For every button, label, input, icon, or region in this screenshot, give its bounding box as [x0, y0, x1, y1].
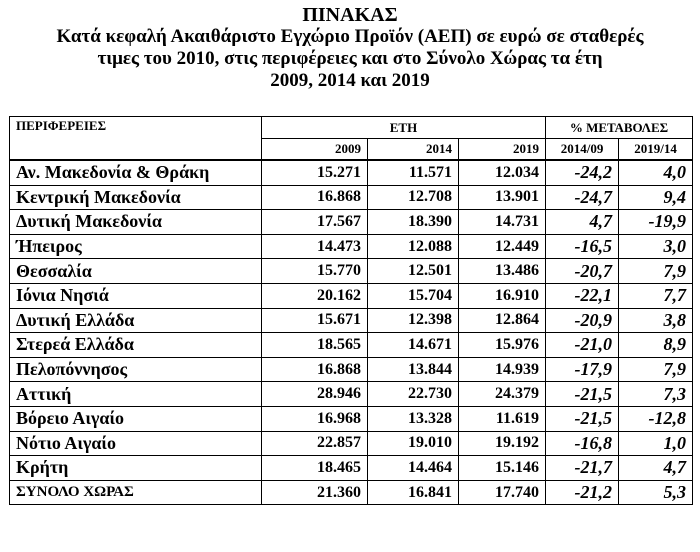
value-2019: 16.910: [459, 283, 546, 308]
table-row: [10, 333, 693, 358]
region-name: ΣΥΝΟΛΟ ΧΩΡΑΣ: [10, 480, 262, 505]
change-2019-14: 7,3: [619, 382, 693, 407]
region-name: Αν. Μακεδονία & Θράκη: [10, 160, 262, 185]
table-title: [0, 4, 700, 92]
table-row: [10, 234, 693, 259]
change-2014-09: 4,7: [546, 210, 619, 235]
value-2014: 12.708: [368, 185, 459, 210]
value-2019: 12.034: [459, 160, 546, 185]
value-2019: 14.731: [459, 210, 546, 235]
subheader-change-2019-14: 2019/14: [619, 139, 693, 161]
value-2014: 15.704: [368, 283, 459, 308]
region-name: Βόρειο Αιγαίο: [10, 406, 262, 431]
subheader-2009: 2009: [262, 139, 368, 161]
value-2014: 22.730: [368, 382, 459, 407]
region-name: Κρήτη: [10, 456, 262, 481]
change-2014-09: -21,2: [546, 480, 619, 505]
value-2009: 16.868: [262, 185, 368, 210]
change-2014-09: -24,2: [546, 160, 619, 185]
header-years: ΕΤΗ: [262, 117, 546, 139]
gdp-table-container: [9, 116, 692, 505]
region-name: Κεντρική Μακεδονία: [10, 185, 262, 210]
value-2014: 14.671: [368, 333, 459, 358]
value-2014: 19.010: [368, 431, 459, 456]
change-2014-09: -17,9: [546, 357, 619, 382]
change-2019-14: 4,7: [619, 456, 693, 481]
change-2019-14: 7,9: [619, 259, 693, 284]
value-2019: 14.939: [459, 357, 546, 382]
table-row: [10, 382, 693, 407]
table-row: [10, 406, 693, 431]
region-name: Θεσσαλία: [10, 259, 262, 284]
change-2014-09: -24,7: [546, 185, 619, 210]
value-2014: 16.841: [368, 480, 459, 505]
value-2014: 11.571: [368, 160, 459, 185]
change-2019-14: -12,8: [619, 406, 693, 431]
change-2019-14: 8,9: [619, 333, 693, 358]
table-row: [10, 431, 693, 456]
change-2019-14: 5,3: [619, 480, 693, 505]
value-2009: 15.271: [262, 160, 368, 185]
table-row: [10, 210, 693, 235]
value-2014: 13.328: [368, 406, 459, 431]
change-2014-09: -21,5: [546, 382, 619, 407]
change-2019-14: 4,0: [619, 160, 693, 185]
subheader-change-2014-09: 2014/09: [546, 139, 619, 161]
change-2019-14: -19,9: [619, 210, 693, 235]
value-2019: 12.864: [459, 308, 546, 333]
header-changes: % ΜΕΤΑΒΟΛΕΣ: [546, 117, 693, 139]
region-name: Ιόνια Νησιά: [10, 283, 262, 308]
value-2019: 13.486: [459, 259, 546, 284]
value-2019: 19.192: [459, 431, 546, 456]
value-2019: 11.619: [459, 406, 546, 431]
value-2009: 17.567: [262, 210, 368, 235]
change-2019-14: 3,8: [619, 308, 693, 333]
gdp-table: [9, 116, 693, 505]
table-row: [10, 357, 693, 382]
change-2019-14: 9,4: [619, 185, 693, 210]
value-2014: 13.844: [368, 357, 459, 382]
subheader-2019: 2019: [459, 139, 546, 161]
title-line-2: Κατά κεφαλή Ακαιθάριστο Εγχώριο Προϊόν (ΑΕΠ) σε ευρώ σε σταθερές: [56, 26, 644, 47]
change-2014-09: -21,7: [546, 456, 619, 481]
table-row: [10, 283, 693, 308]
subheader-2014: 2014: [368, 139, 459, 161]
region-name: Πελοπόννησος: [10, 357, 262, 382]
change-2014-09: -16,5: [546, 234, 619, 259]
value-2009: 16.968: [262, 406, 368, 431]
change-2014-09: -20,7: [546, 259, 619, 284]
region-name: Νότιο Αιγαίο: [10, 431, 262, 456]
value-2019: 15.146: [459, 456, 546, 481]
value-2009: 14.473: [262, 234, 368, 259]
region-name: Στερεά Ελλάδα: [10, 333, 262, 358]
value-2009: 16.868: [262, 357, 368, 382]
region-name: Δυτική Ελλάδα: [10, 308, 262, 333]
value-2009: 21.360: [262, 480, 368, 505]
table-row: [10, 160, 693, 185]
value-2009: 15.671: [262, 308, 368, 333]
value-2019: 15.976: [459, 333, 546, 358]
change-2019-14: 1,0: [619, 431, 693, 456]
table-row: [10, 259, 693, 284]
table-row: [10, 308, 693, 333]
region-name: Δυτική Μακεδονία: [10, 210, 262, 235]
value-2009: 28.946: [262, 382, 368, 407]
region-name: Ήπειρος: [10, 234, 262, 259]
change-2019-14: 7,9: [619, 357, 693, 382]
title-line-1: ΠΙΝΑΚΑΣ: [302, 4, 398, 26]
table-row-total: [10, 480, 693, 505]
value-2019: 24.379: [459, 382, 546, 407]
value-2009: 18.565: [262, 333, 368, 358]
value-2014: 12.088: [368, 234, 459, 259]
header-regions: ΠΕΡΙΦΕΡΕΙΕΣ: [10, 117, 262, 161]
change-2014-09: -21,5: [546, 406, 619, 431]
value-2009: 20.162: [262, 283, 368, 308]
title-line-3: τιμες του 2010, στις περιφέρειες και στο Σύνολο Χώρας τα έτη: [97, 48, 603, 69]
value-2009: 15.770: [262, 259, 368, 284]
change-2019-14: 7,7: [619, 283, 693, 308]
value-2014: 12.501: [368, 259, 459, 284]
table-row: [10, 185, 693, 210]
change-2014-09: -21,0: [546, 333, 619, 358]
value-2014: 12.398: [368, 308, 459, 333]
value-2009: 22.857: [262, 431, 368, 456]
change-2014-09: -20,9: [546, 308, 619, 333]
region-name: Αττική: [10, 382, 262, 407]
value-2019: 17.740: [459, 480, 546, 505]
value-2019: 12.449: [459, 234, 546, 259]
table-row: [10, 456, 693, 481]
value-2014: 18.390: [368, 210, 459, 235]
value-2019: 13.901: [459, 185, 546, 210]
value-2009: 18.465: [262, 456, 368, 481]
change-2014-09: -16,8: [546, 431, 619, 456]
change-2019-14: 3,0: [619, 234, 693, 259]
value-2014: 14.464: [368, 456, 459, 481]
change-2014-09: -22,1: [546, 283, 619, 308]
title-line-4: 2009, 2014 και 2019: [270, 70, 430, 91]
